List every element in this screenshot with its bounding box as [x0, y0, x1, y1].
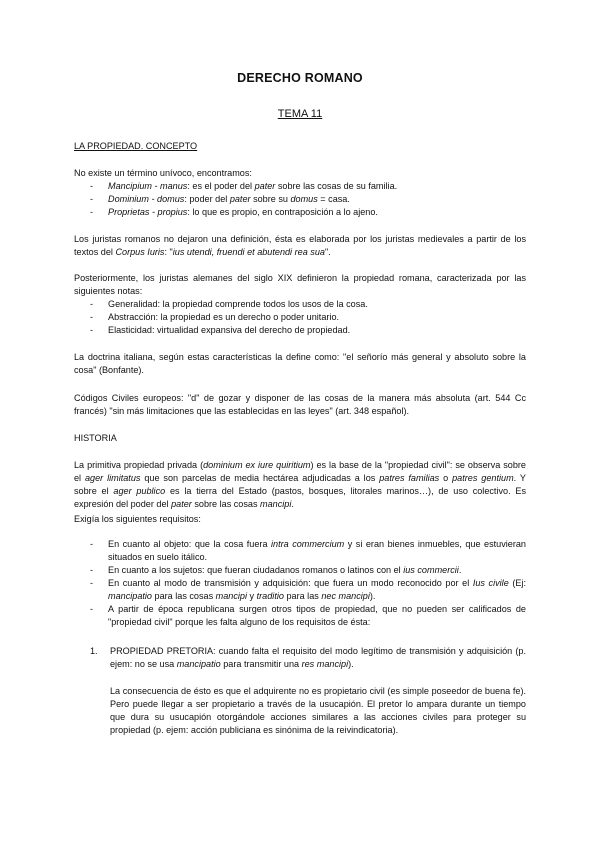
list-item: - En cuanto al objeto: que la cosa fuera intra commercium y si eran bienes inmuebles, que estuvieran situados en suelo itálico.	[90, 539, 526, 562]
paragraph-primitiva-propiedad: La primitiva propiedad privada (dominium ex iure quiritium) es la base de la "propiedad civil": se observa sobre el ager limitatus que son parcelas de media hectárea adjudicadas a los patres familias o patres gentium. Y sobre el ager publico es la tierra del Estado (pastos, bosques, litorales marinos…), de uso colectivo. Es expresión del poder del pater sobre las cosas mancipi.	[74, 460, 526, 509]
paragraph-requisitos: Exigía los siguientes requisitos:	[74, 514, 201, 524]
section-heading-historia: HISTORIA	[74, 433, 117, 443]
list-item: - Generalidad: la propiedad comprende todos los usos de la cosa.	[90, 299, 368, 309]
paragraph-juristas-romanos: Los juristas romanos no dejaron una definición, ésta es elaborada por los juristas medievales a partir de los textos del Corpus Iuris: "ius utendi, fruendi et abutendi rea sua".	[74, 234, 526, 257]
numbered-item-propiedad-pretoria: 1. PROPIEDAD PRETORIA: cuando falta el requisito del modo legítimo de transmisión y adquisición (p. ejem: no se usa mancipatio para transmitir una res mancipi).	[90, 646, 526, 669]
list-item: - En cuanto al modo de transmisión y adquisición: que fuera un modo reconocido por el Ius civile (Ej: mancipatio para las cosas mancipi y traditio para las nec mancipi).	[90, 578, 526, 601]
list-item: - A partir de época republicana surgen otros tipos de propiedad, que no pueden ser calificados de "propiedad civil" porque les falta alguno de los requisitos de ésta:	[90, 604, 526, 627]
concept-list	[90, 180, 526, 219]
list-item: - Dominium - domus: poder del pater sobre su domus = casa.	[90, 194, 350, 204]
section-heading-propiedad: LA PROPIEDAD. CONCEPTO	[74, 141, 198, 151]
intro-text: No existe un término unívoco, encontramos:	[74, 168, 252, 178]
tema-heading: TEMA 11	[277, 108, 323, 120]
list-item: - Mancipium - manus: es el poder del pater sobre las cosas de su familia.	[90, 181, 398, 191]
paragraph-juristas-alemanes: Posteriormente, los juristas alemanes del siglo XIX definieron la propiedad romana, caracterizada por las siguientes notas:	[74, 273, 526, 296]
list-item: - Proprietas - propius: lo que es propio, en contraposición a lo ajeno.	[90, 207, 378, 217]
paragraph-consecuencia: La consecuencia de ésto es que el adquirente no es propietario civil (es simple poseedor de buena fe). Pero puede llegar a ser propietario a través de la usucapión. El pretor lo ampara durante un tiempo que dura su usucapión otorgándole acciones similares a las acciones civiles para proteger su propiedad (p. ejem: acción publiciana es sinónima de la reivindicatoria).	[110, 686, 526, 735]
requisitos-list	[90, 538, 526, 629]
list-item: - Abstracción: la propiedad es un derecho o poder unitario.	[90, 312, 340, 322]
document-title: DERECHO ROMANO	[237, 71, 363, 85]
notas-list	[90, 298, 526, 337]
list-item: - Elasticidad: virtualidad expansiva del derecho de propiedad.	[90, 325, 351, 335]
list-item: - En cuanto a los sujetos: que fueran ciudadanos romanos o latinos con el ius commercii.	[90, 565, 462, 575]
paragraph-doctrina-italiana: La doctrina italiana, según estas características la define como: "el señorío más general y absoluto sobre la cosa" (Bonfante).	[74, 352, 526, 375]
paragraph-codigos-civiles: Códigos Civiles europeos: "d" de gozar y disponer de las cosas de la manera más absoluta (art. 544 Cc francés) "sin más limitaciones que las establecidas en las leyes" (art. 348 español).	[74, 393, 526, 416]
